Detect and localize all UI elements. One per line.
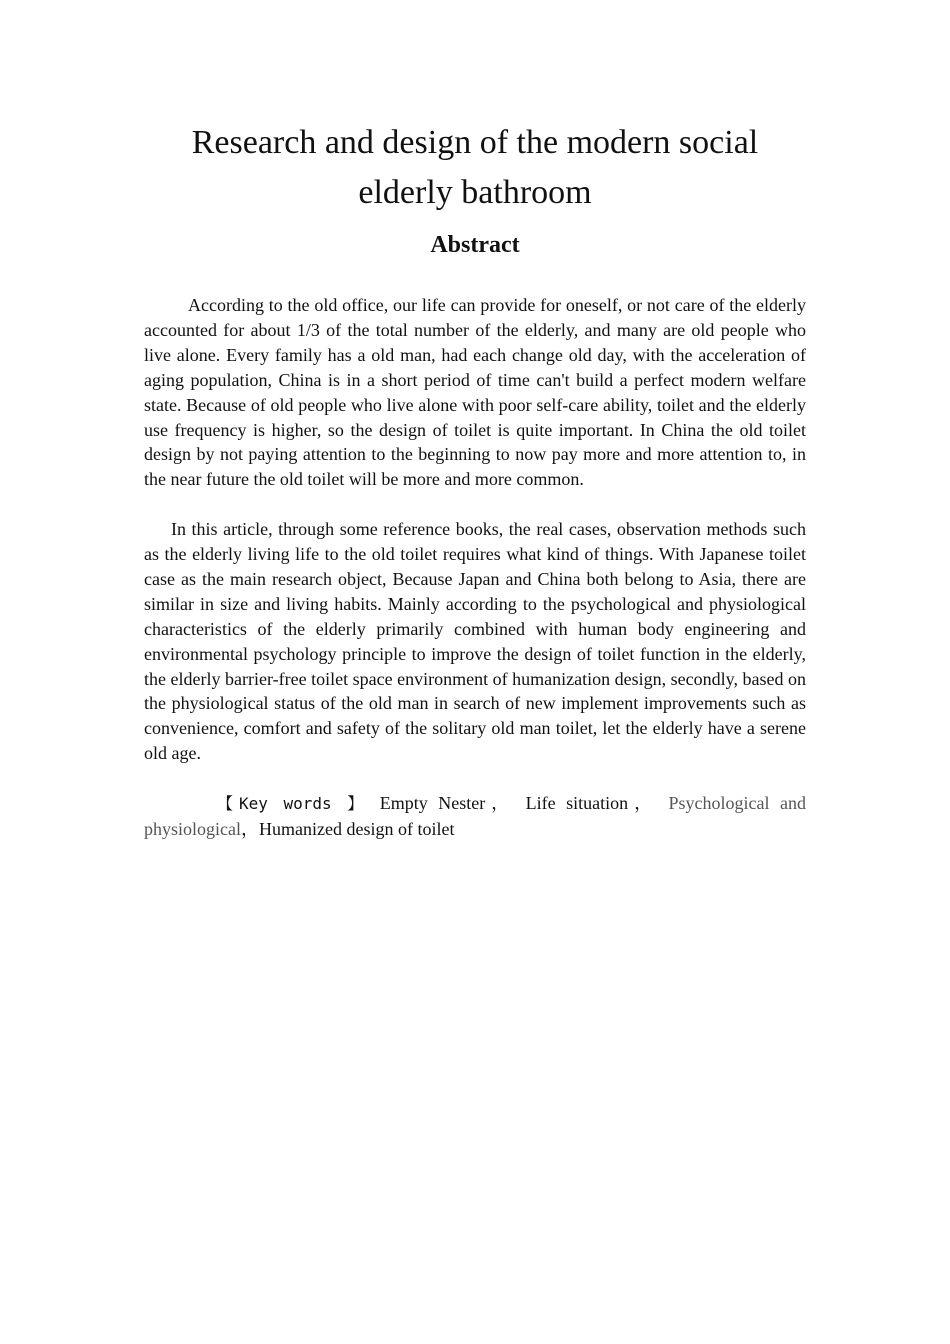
abstract-paragraph-2: In this article, through some reference books, the real cases, observation methods such as the elderly living life to the old toilet requires what kind of things. With Japanese toilet case as the main research object, Because Japan and China both belong to Asia, there are similar in size and living habits. Mainly according to the psychological and physiological characteristics of the elderly primarily combined with human body engineering and environmental psychology principle to improve the design of toilet function in the elderly, the elderly barrier-free toilet space environment of humanization design, secondly, based on the physiological status of the old man in search of new implement improvements such as convenience, comfort and safety of the solitary old man toilet, let the elderly have a serene old age. <box>144 519 806 764</box>
title-line-1: Research and design of the modern social <box>191 124 759 161</box>
document-page <box>144 118 806 842</box>
keywords-part-2: Psychological and physiological <box>144 793 806 839</box>
keywords-label: 【Key words 】 <box>217 794 370 814</box>
keywords-separator: ， <box>241 819 259 839</box>
keywords-part-1: Empty Nester， Life situation， <box>379 793 659 814</box>
paper-title <box>144 118 806 218</box>
abstract-heading: Abstract <box>430 232 520 258</box>
title-line-2: elderly bathroom <box>358 174 592 211</box>
abstract-paragraph-1: According to the old office, our life can provide for oneself, or not care of the elderly accounted for about 1/3 of the total number of the elderly, and many are old people who live alone. Every family has a old man, had each change old day, with the acceleration of aging population, China is in a short period of time can't build a perfect modern welfare state. Because of old people who live alone with poor self-care ability, toilet and the elderly use frequency is higher, so the design of toilet is quite important. In China the old toilet design by not paying attention to the beginning to now pay more and more attention to, in the near future the old toilet will be more and more common. <box>144 295 806 490</box>
keywords-part-3: Humanized design of toilet <box>259 819 455 839</box>
keywords-line <box>144 791 806 842</box>
